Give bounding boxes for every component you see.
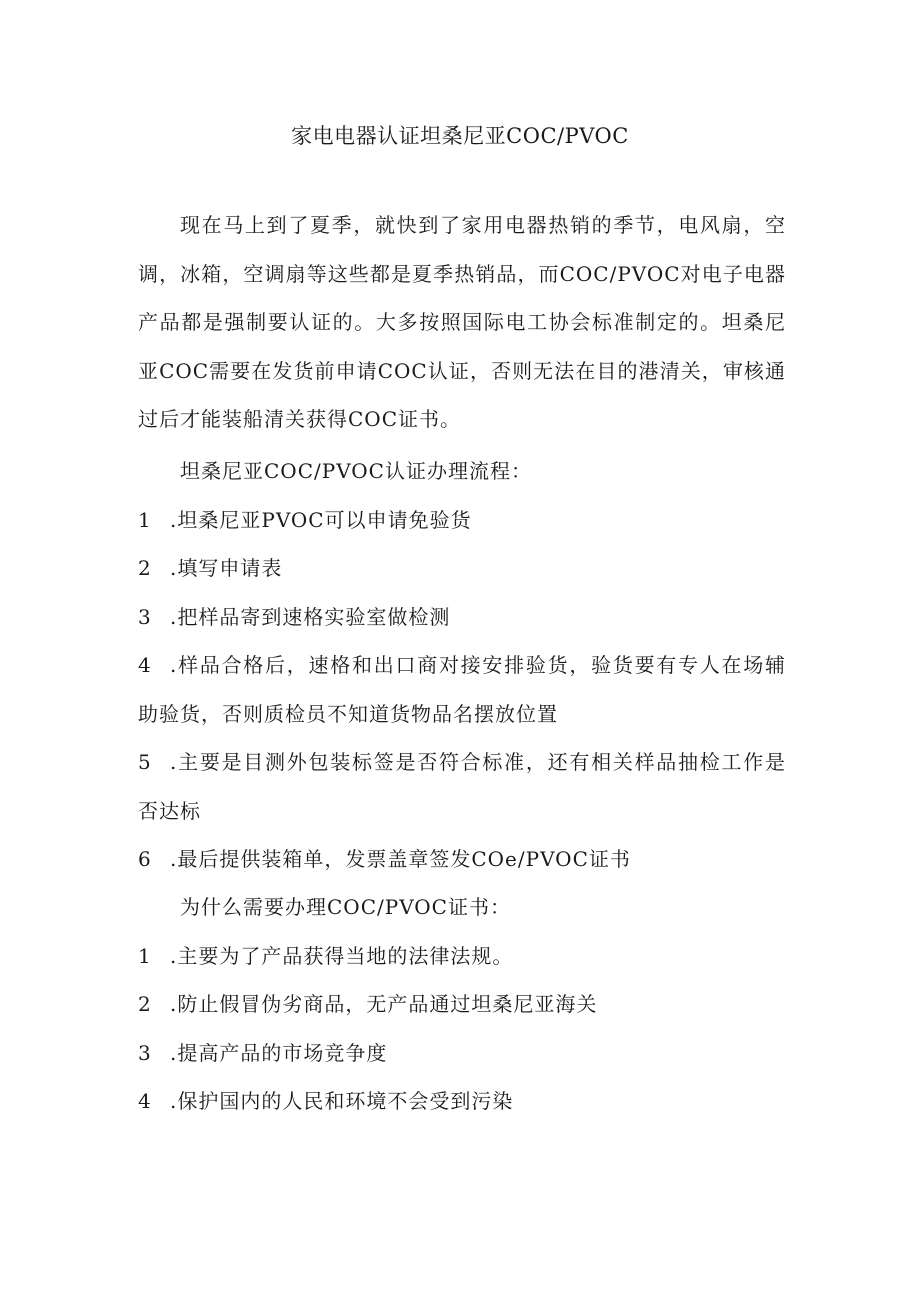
list-item-text: .保护国内的人民和环境不会受到污染 xyxy=(170,1089,514,1113)
list-item xyxy=(138,641,786,738)
list-item-number: 3 xyxy=(138,605,152,629)
list-item-number: 6 xyxy=(138,847,152,871)
list-item-number: 1 xyxy=(138,508,152,532)
list-item-number: 2 xyxy=(138,556,152,580)
list-item-text: .坦桑尼亚PVOC可以申请免验货 xyxy=(170,508,472,532)
list-item xyxy=(138,1077,786,1126)
list-item-number: 4 xyxy=(138,653,152,677)
list-item xyxy=(138,544,786,593)
list-item-number: 2 xyxy=(138,992,152,1016)
document-title: 家电电器认证坦桑尼亚COC/PVOC xyxy=(291,124,629,148)
list-item xyxy=(138,593,786,642)
list-item xyxy=(138,980,786,1029)
list-item-text: .填写申请表 xyxy=(170,556,283,580)
list-item-number: 4 xyxy=(138,1089,152,1113)
process-heading: 坦桑尼亚COC/PVOC认证办理流程： xyxy=(180,459,532,483)
list-item-number: 5 xyxy=(138,750,152,774)
list-item-text: .样品合格后，速格和出口商对接安排验货，验货要有专人在场辅助验货，否则质检员不知道货物品名摆放位置 xyxy=(138,653,786,726)
list-item-number: 1 xyxy=(138,944,152,968)
list-item-text: .提高产品的市场竞争度 xyxy=(170,1041,388,1065)
list-item xyxy=(138,1029,786,1078)
list-item-text: .防止假冒伪劣商品，无产品通过坦桑尼亚海关 xyxy=(170,992,598,1016)
list-item xyxy=(138,835,786,884)
list-item xyxy=(138,496,786,545)
list-item-text: .最后提供装箱单，发票盖章签发COe/PVOC证书 xyxy=(170,847,631,871)
why-heading: 为什么需要办理COC/PVOC证书： xyxy=(180,895,511,919)
list-item xyxy=(138,738,786,835)
list-item-text: .主要是目测外包装标签是否符合标准，还有相关样品抽检工作是否达标 xyxy=(138,750,786,823)
intro-paragraph: 现在马上到了夏季，就快到了家用电器热销的季节，电风扇，空调，冰箱，空调扇等这些都是夏季热销品，而COC/PVOC对电子电器产品都是强制要认证的。大多按照国际电工协会标准制定的。坦桑尼亚COC需要在发货前申请COC认证，否则无法在目的港清关，审核通过后才能装船清关获得COC证书。 xyxy=(138,213,786,431)
list-item-text: .主要为了产品获得当地的法律法规。 xyxy=(170,944,514,968)
list-item xyxy=(138,932,786,981)
list-item-number: 3 xyxy=(138,1041,152,1065)
list-item-text: .把样品寄到速格实验室做检测 xyxy=(170,605,451,629)
